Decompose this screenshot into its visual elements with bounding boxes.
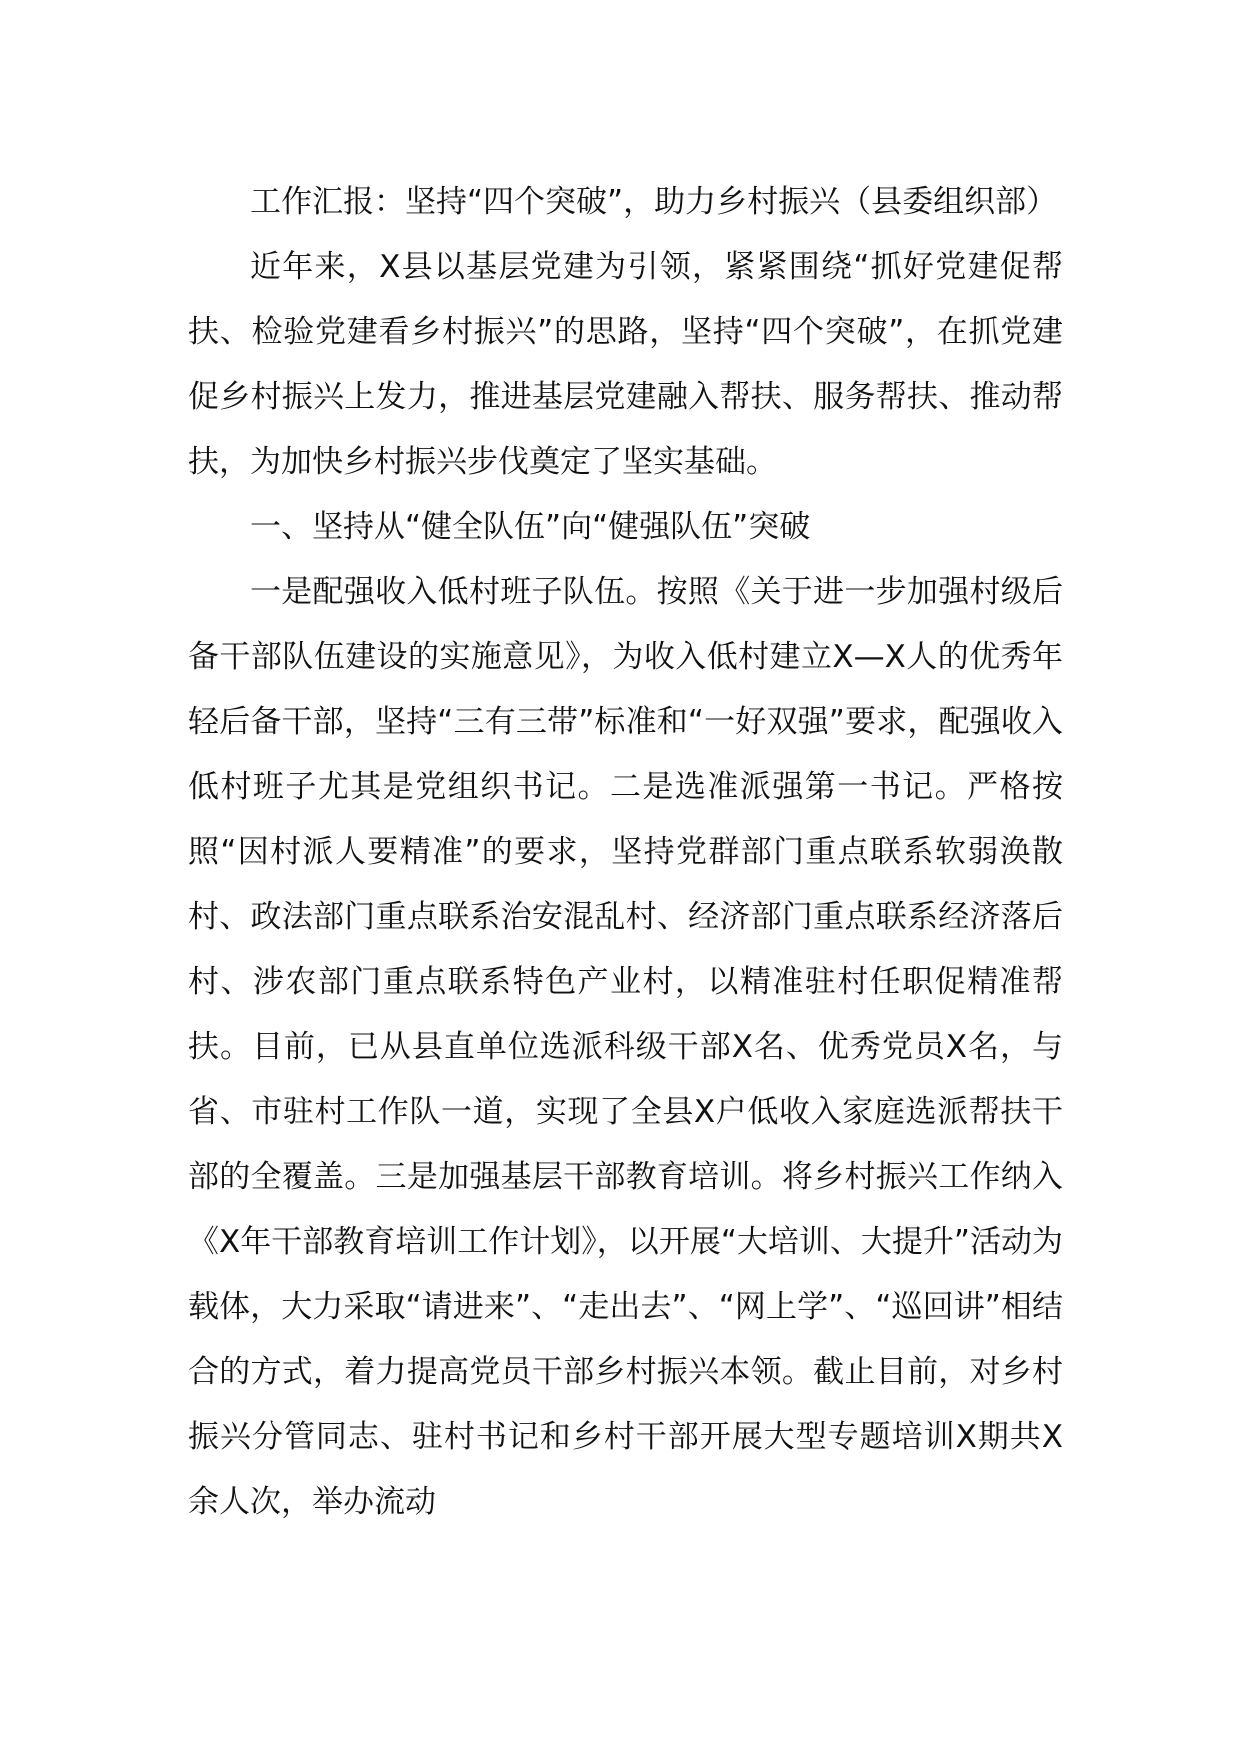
intro-paragraph: 近年来，X县以基层党建为引领，紧紧围绕“抓好党建促帮扶、检验党建看乡村振兴”的思路，坚持“四个突破”，在抓党建促乡村振兴上发力，推进基层党建融入帮扶、服务帮扶、推动帮扶，为加快乡村振兴步伐奠定了坚实基础。	[188, 249, 1063, 480]
document-title: 工作汇报：坚持“四个突破”，助力乡村振兴（县委组织部）	[250, 184, 1058, 220]
body-paragraph: 一是配强收入低村班子队伍。按照《关于进一步加强村级后备干部队伍建设的实施意见》，为收入低村建立X—X人的优秀年轻后备干部，坚持“三有三带”标准和“一好双强”要求，配强收入低村班子尤其是党组织书记。二是选准派强第一书记。严格按照“因村派人要精准”的要求，坚持党群部门重点联系软弱涣散村、政法部门重点联系治安混乱村、经济部门重点联系经济落后村、涉农部门重点联系特色产业村，以精准驻村任职促精准帮扶。目前，已从县直单位选派科级干部X名、优秀党员X名，与省、市驻村工作队一道，实现了全县X户低收入家庭选派帮扶干部的全覆盖。三是加强基层干部教育培训。将乡村振兴工作纳入《X年干部教育培训工作计划》，以开展“大培训、大提升”活动为载体，大力采取“请进来”、“走出去”、“网上学”、“巡回讲”相结合的方式，着力提高党员干部乡村振兴本领。截止目前，对乡村振兴分管同志、驻村书记和乡村干部开展大型专题培训X期共X余人次，举办流动	[188, 574, 1063, 1520]
section-heading: 一、坚持从“健全队伍”向“健强队伍”突破	[250, 509, 811, 545]
document-page	[188, 170, 1063, 1535]
